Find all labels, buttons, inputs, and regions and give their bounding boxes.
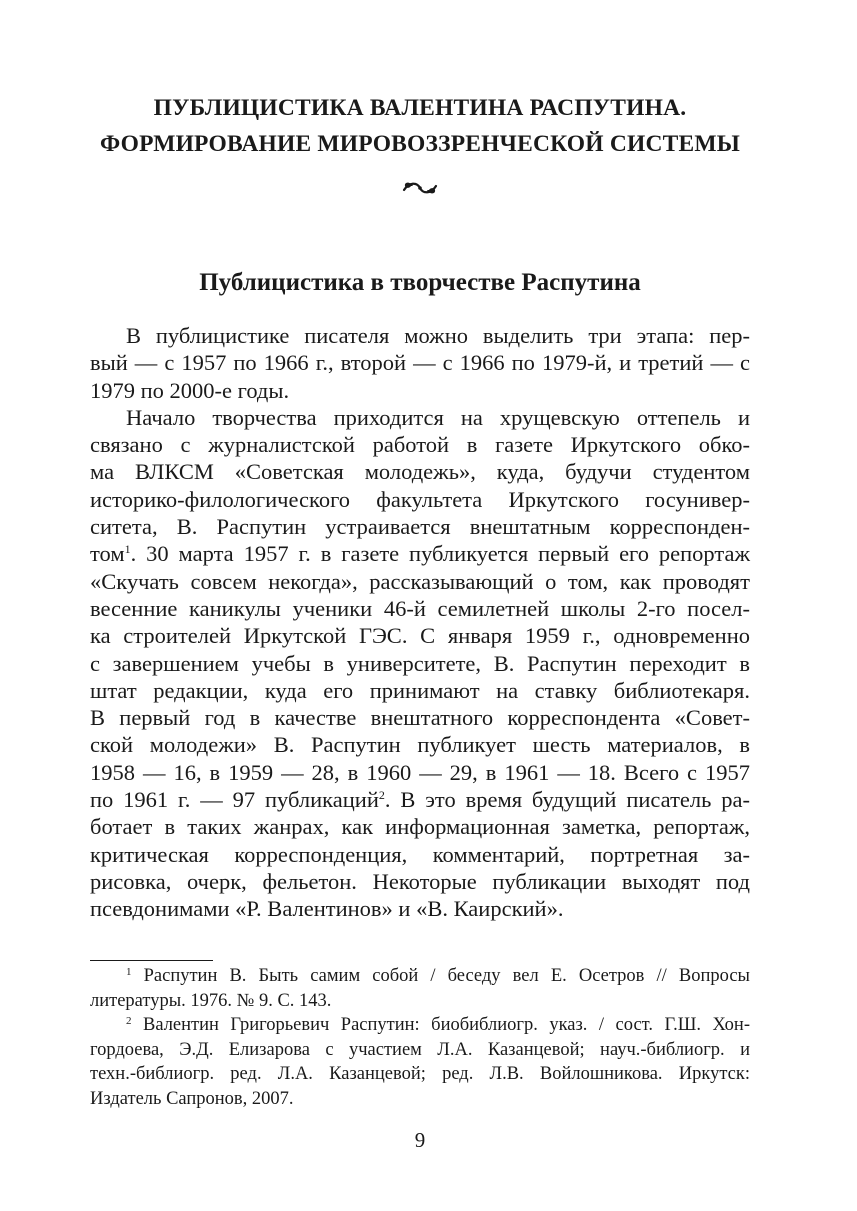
text-line: критическая корреспонденция, комментарий, портретная за- (90, 841, 750, 867)
footnote-divider (90, 960, 213, 961)
book-page (90, 0, 750, 1211)
footnote-text: Распутин В. Быть самим собой / беседу вел Е. Осетров // Вопросы (131, 966, 750, 986)
text-line: ка строителей Иркутской ГЭС. С января 1959 г., одновременно (90, 623, 750, 649)
text-line: весенние каникулы ученики 46-й семилетней школы 2-го посел- (90, 595, 750, 621)
text-line: 1958 — 16, в 1959 — 28, в 1960 — 29, в 1961 — 18. Всего с 1957 (90, 759, 750, 785)
text-line: «Скучать совсем некогда», рассказывающий о том, как проводят (90, 568, 750, 594)
text-line-with-footnote (90, 540, 750, 567)
text-line: псевдонимами «Р. Валентинов» и «В. Каирский». (90, 896, 564, 922)
footnote-line: техн.-библиогр. ред. Л.А. Казанцевой; ред. Л.В. Войлошникова. Иркутск: (90, 1064, 750, 1084)
chapter-title-line-2: ФОРМИРОВАНИЕ МИРОВОЗЗРЕНЧЕСКОЙ СИСТЕМЫ (99, 131, 741, 157)
text-line: В публицистике писателя можно выделить три этапа: пер- (126, 323, 750, 348)
text-fragment: по 1961 г. — 97 публикаций (90, 787, 379, 813)
page-number: 9 (414, 1128, 426, 1152)
text-line: ма ВЛКСМ «Советская молодежь», куда, будучи студентом (90, 459, 750, 485)
text-line: с завершением учебы в университете, В. Распутин переходит в (90, 650, 750, 676)
footnote-line: гордоева, Э.Д. Елизарова с участием Л.А. Казанцевой; науч.-библиогр. и (90, 1039, 750, 1060)
text-line: рисовка, очерк, фельетон. Некоторые публикации выходят под (90, 868, 750, 894)
text-line: 1979 по 2000-е годы. (90, 377, 290, 403)
text-line: историко-филологического факультета Иркутского госунивер- (90, 486, 750, 512)
text-line: В первый год в качестве внештатного корреспондента «Совет- (90, 705, 750, 731)
footnote-line: Издатель Сапронов, 2007. (90, 1088, 294, 1109)
text-line: ситета, В. Распутин устраивается внештатным корреспонден- (90, 514, 750, 540)
text-fragment: том (90, 541, 125, 567)
text-line: вый — с 1957 по 1966 г., второй — с 1966 по 1979-й, и третий — с (90, 350, 750, 376)
footnote-marker-2: 2 (126, 1015, 132, 1027)
text-line-with-footnote (90, 786, 750, 813)
footnote-2 (90, 1013, 750, 1038)
text-line: штат редакции, куда его принимают на ставку библиотекаря. (90, 677, 750, 703)
fleuron-ornament-icon (401, 176, 439, 198)
text-fragment: . 30 марта 1957 г. в газете публикуется первый его репортаж (130, 541, 750, 567)
chapter-title (90, 90, 750, 162)
chapter-title-line-1: ПУБЛИЦИСТИКА ВАЛЕНТИНА РАСПУТИНА. (153, 95, 687, 121)
footnote-ref-2[interactable]: 2 (378, 788, 385, 803)
section-title: Публицистика в творчестве Распутина (199, 269, 641, 296)
footnotes (90, 964, 750, 1111)
footnote-text: Валентин Григорьевич Распутин: биобиблиогр. указ. / сост. Г.Ш. Хон- (131, 1015, 750, 1035)
text-line: связано с журналистской работой в газете Иркутского обко- (90, 432, 750, 458)
text-line: ботает в таких жанрах, как информационная заметка, репортаж, (90, 814, 750, 840)
footnote-1 (90, 964, 750, 989)
text-fragment: . В это время будущий писатель ра- (384, 787, 750, 813)
text-line: Начало творчества приходится на хрущевскую оттепель и (126, 404, 750, 430)
footnote-line: литературы. 1976. № 9. С. 143. (90, 990, 332, 1011)
text-line: ской молодежи» В. Распутин публикует шесть материалов, в (90, 732, 750, 758)
footnote-marker-1: 1 (126, 966, 132, 978)
body-text (90, 322, 750, 923)
footnote-ref-1[interactable]: 1 (124, 542, 131, 557)
